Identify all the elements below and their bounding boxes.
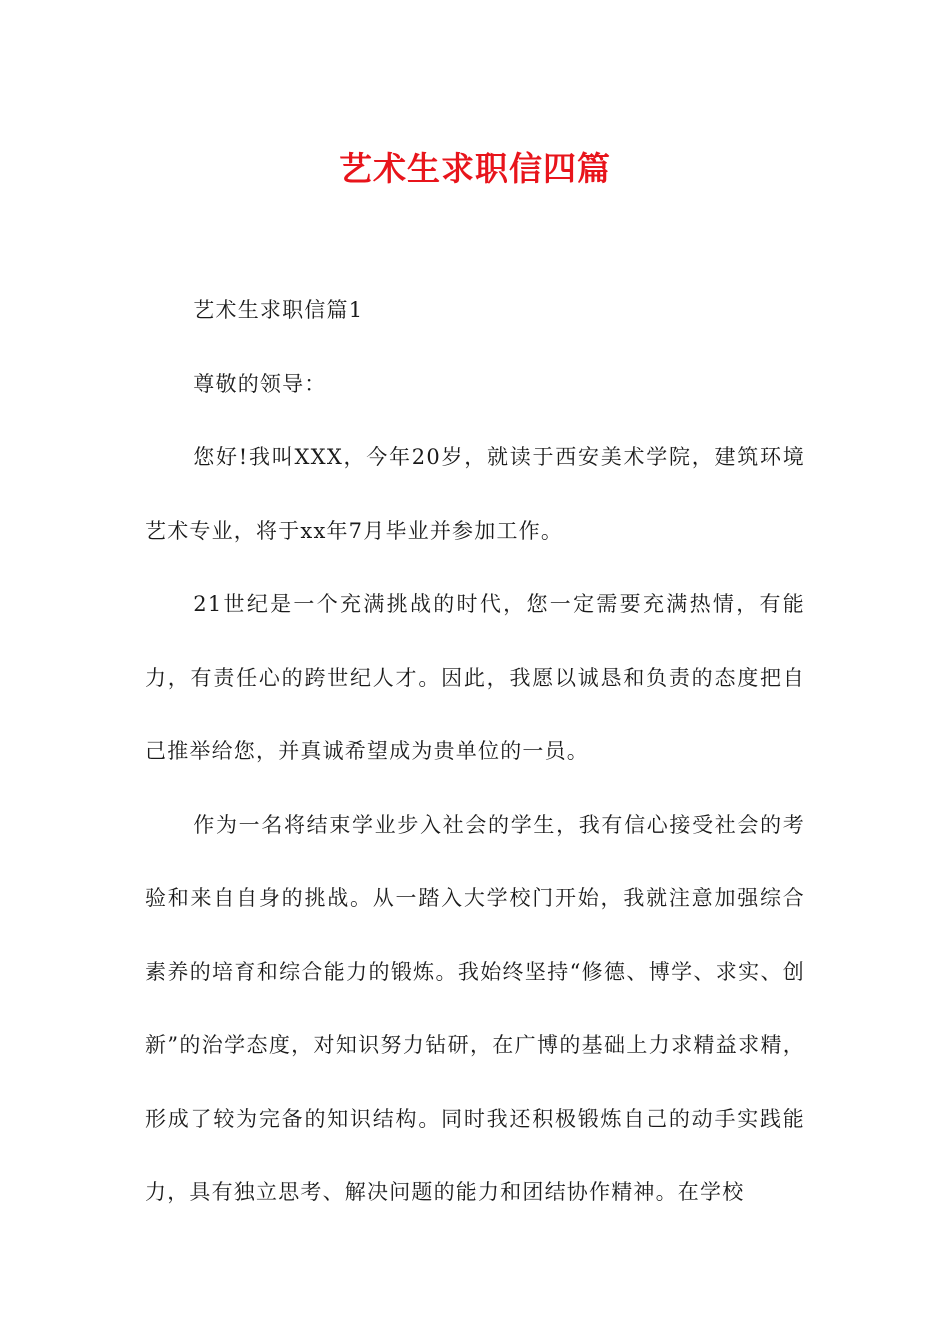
paragraph: 作为一名将结束学业步入社会的学生，我有信心接受社会的考验和来自自身的挑战。从一踏入大学校门开始，我就注意加强综合素养的培育和综合能力的锻炼。我始终坚持“修德、博学、求实、创新”的治学态度，对知识努力钻研，在广博的基础上力求精益求精，形成了较为完备的知识结构。同时我还积极锻炼自己的动手实践能力，具有独立思考、解决问题的能力和团结协作精神。在学校 bbox=[145, 812, 805, 1204]
document-body bbox=[145, 274, 805, 1230]
section-heading: 艺术生求职信篇1 bbox=[193, 298, 364, 322]
salutation: 尊敬的领导： bbox=[193, 371, 327, 396]
document-title: 艺术生求职信四篇 bbox=[339, 149, 611, 188]
paragraph: 您好!我叫XXX，今年20岁，就读于西安美术学院，建筑环境艺术专业，将于xx年7月毕业并参加工作。 bbox=[145, 445, 805, 543]
paragraph: 21世纪是一个充满挑战的时代，您一定需要充满热情，有能力，有责任心的跨世纪人才。因此，我愿以诚恳和负责的态度把自己推举给您，并真诚希望成为贵单位的一员。 bbox=[145, 592, 805, 763]
